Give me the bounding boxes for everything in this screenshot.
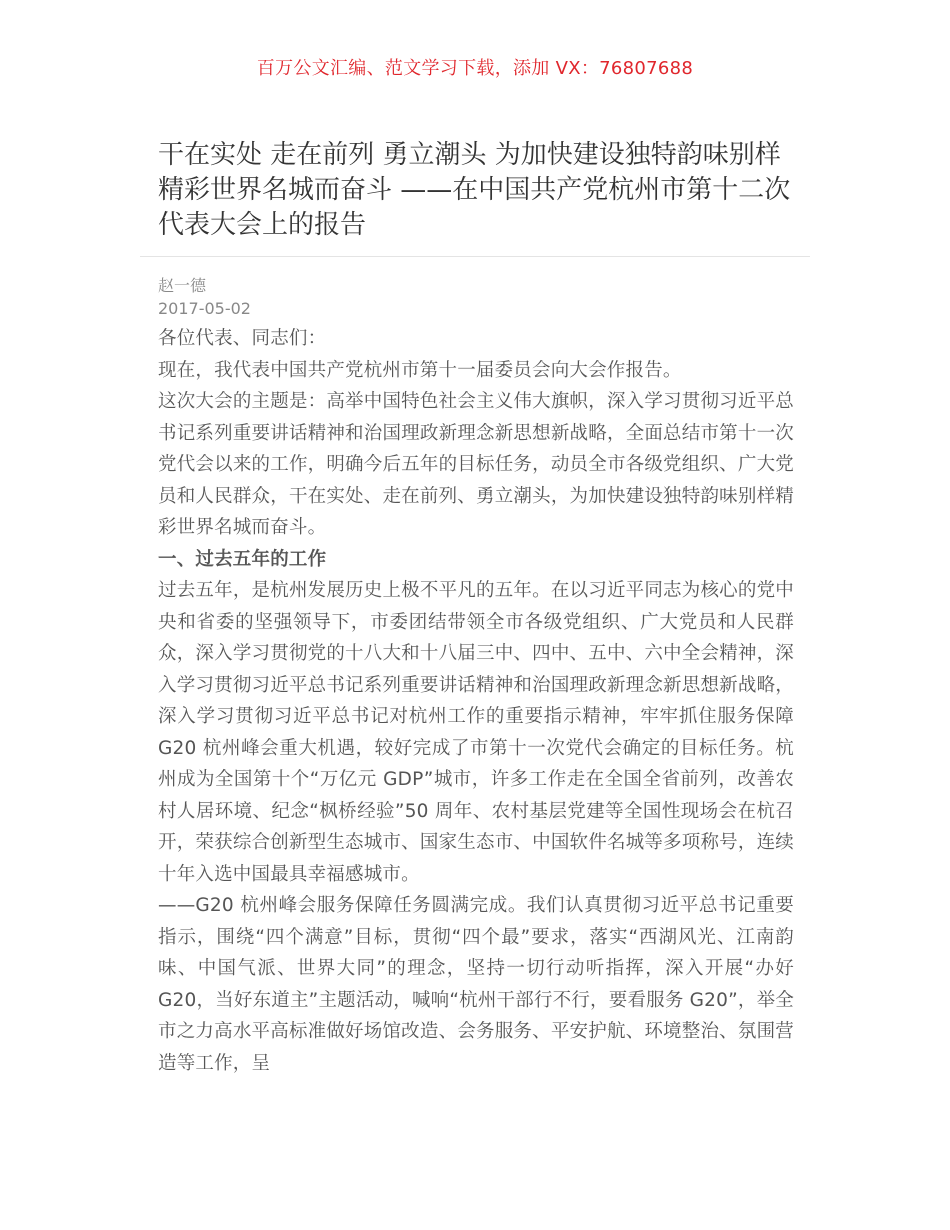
article-body xyxy=(158,323,794,1079)
title-divider xyxy=(140,256,810,257)
paragraph-intro: 现在，我代表中国共产党杭州市第十一届委员会向大会作报告。 xyxy=(158,359,682,381)
watermark-header: 百万公文汇编、范文学习下载，添加 VX：76807688 xyxy=(256,58,694,79)
paragraph-salutation: 各位代表、同志们： xyxy=(158,328,327,349)
article-title: 干在实处 走在前列 勇立潮头 为加快建设独特韵味别样精彩世界名城而奋斗 ——在中国共产党杭州市第十二次代表大会上的报告 xyxy=(158,140,791,240)
section-heading: 一、过去五年的工作 xyxy=(158,548,327,570)
paragraph-theme: 这次大会的主题是：高举中国特色社会主义伟大旗帜，深入学习贯彻习近平总书记系列重要讲话精神和治国理政新理念新思想新战略，全面总结市第十一次党代会以来的工作，明确今后五年的目标任务，动员全市各级党组织、广大党员和人民群众，干在实处、走在前列、勇立潮头，为加快建设独特韵味别样精彩世界名城而奋斗。 xyxy=(158,391,794,538)
paragraph-g20: ——G20 杭州峰会服务保障任务圆满完成。我们认真贯彻习近平总书记重要指示，围绕“四个满意”目标，贯彻“四个最”要求，落实“西湖风光、江南韵味、中国气派、世界大同”的理念，坚持一切行动听指挥，深入开展“办好 G20，当好东道主”主题活动，喊响“杭州干部行不行，要看服务 G20”，举全市之力高水平高标准做好场馆改造、会务服务、平安护航、环境整治、氛围营造等工作，呈 xyxy=(158,895,794,1074)
paragraph-past-five-years: 过去五年，是杭州发展历史上极不平凡的五年。在以习近平同志为核心的党中央和省委的坚强领导下，市委团结带领全市各级党组织、广大党员和人民群众，深入学习贯彻党的十八大和十八届三中、四中、五中、六中全会精神，深入学习贯彻习近平总书记系列重要讲话精神和治国理政新理念新思想新战略，深入学习贯彻习近平总书记对杭州工作的重要指示精神，牢牢抓住服务保障 G20 杭州峰会重大机遇，较好完成了市第十一次党代会确定的目标任务。杭州成为全国第十个“万亿元 GDP”城市，许多工作走在全国全省前列，改善农村人居环境、纪念“枫桥经验”50 周年、农村基层党建等全国性现场会在杭召开，荣获综合创新型生态城市、国家生态市、中国软件名城等多项称号，连续十年入选中国最具幸福感城市。 xyxy=(158,580,794,885)
article-date: 2017-05-02 xyxy=(158,299,251,318)
article-author: 赵一德 xyxy=(158,276,207,295)
